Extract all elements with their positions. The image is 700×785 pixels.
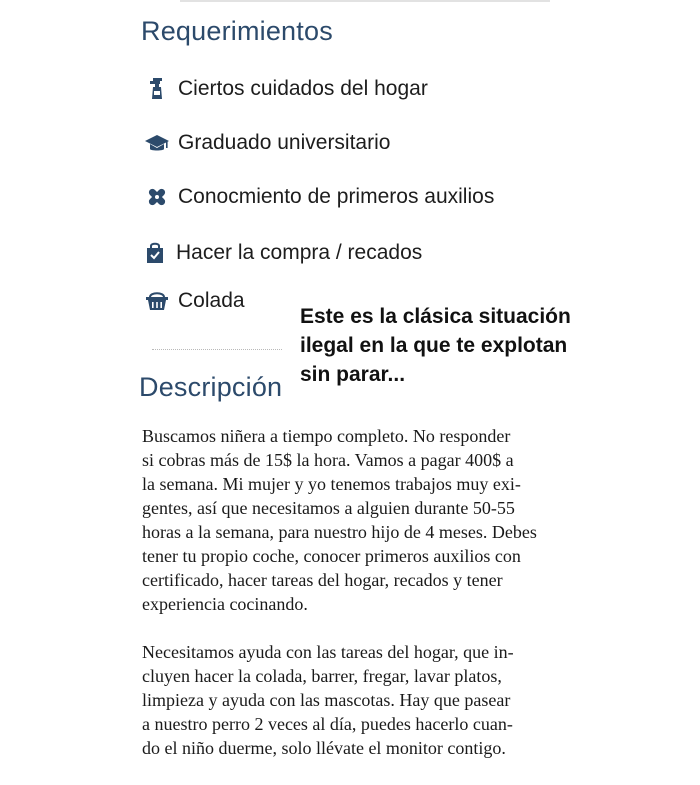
description-title: Descripción xyxy=(139,372,283,402)
overlay-comment xyxy=(300,302,600,389)
section-divider xyxy=(152,349,282,350)
description-line: horas a la semana, para nuestro hijo de 4 meses. Debes xyxy=(142,522,537,542)
requirement-item-errands xyxy=(144,238,422,268)
laundry-basket-icon xyxy=(144,288,170,314)
requirement-item-household xyxy=(144,74,428,104)
overlay-line: Este es la clásica situación xyxy=(300,305,571,328)
description-line: experiencia cocinando. xyxy=(142,594,308,614)
description-line: gentes, así que necesitamos a alguien durante 50-55 xyxy=(142,498,515,518)
requirement-label: Hacer la compra / recados xyxy=(176,241,423,264)
description-paragraph xyxy=(142,640,622,760)
description-line: a nuestro perro 2 veces al día, puedes hacerlo cuan- xyxy=(142,714,513,734)
description-line: tener tu propio coche, conocer primeros auxilios con xyxy=(142,546,521,566)
overlay-line: sin parar... xyxy=(300,363,406,386)
spray-bottle-icon xyxy=(144,76,170,102)
bandage-icon xyxy=(144,184,170,210)
description-paragraph xyxy=(142,424,622,616)
shopping-bag-icon xyxy=(144,240,166,266)
requirement-label: Colada xyxy=(178,289,245,312)
graduation-cap-icon xyxy=(144,130,170,156)
description-line: si cobras más de 15$ la hora. Vamos a pagar 400$ a xyxy=(142,450,514,470)
description-line: la semana. Mi mujer y yo tenemos trabajos muy exi- xyxy=(142,474,521,494)
requirement-label: Conocmiento de primeros auxilios xyxy=(178,185,495,208)
description-line: cluyen hacer la colada, barrer, fregar, lavar platos, xyxy=(142,666,502,686)
requirement-item-graduate xyxy=(144,128,390,158)
description-line: limpieza y ayuda con las mascotas. Hay que pasear xyxy=(142,690,511,710)
top-divider xyxy=(180,0,550,2)
overlay-line: ilegal en la que te explotan xyxy=(300,334,568,357)
requirements-title: Requerimientos xyxy=(141,16,333,46)
requirement-label: Graduado universitario xyxy=(178,131,391,154)
requirement-label: Ciertos cuidados del hogar xyxy=(178,77,428,100)
description-line: Necesitamos ayuda con las tareas del hogar, que in- xyxy=(142,642,514,662)
requirement-item-laundry xyxy=(144,286,245,316)
description-line: do el niño duerme, solo llévate el monitor contigo. xyxy=(142,738,506,758)
description-line: Buscamos niñera a tiempo completo. No responder xyxy=(142,426,511,446)
requirement-item-first-aid xyxy=(144,182,494,212)
description-line: certificado, hacer tareas del hogar, recados y tener xyxy=(142,570,503,590)
